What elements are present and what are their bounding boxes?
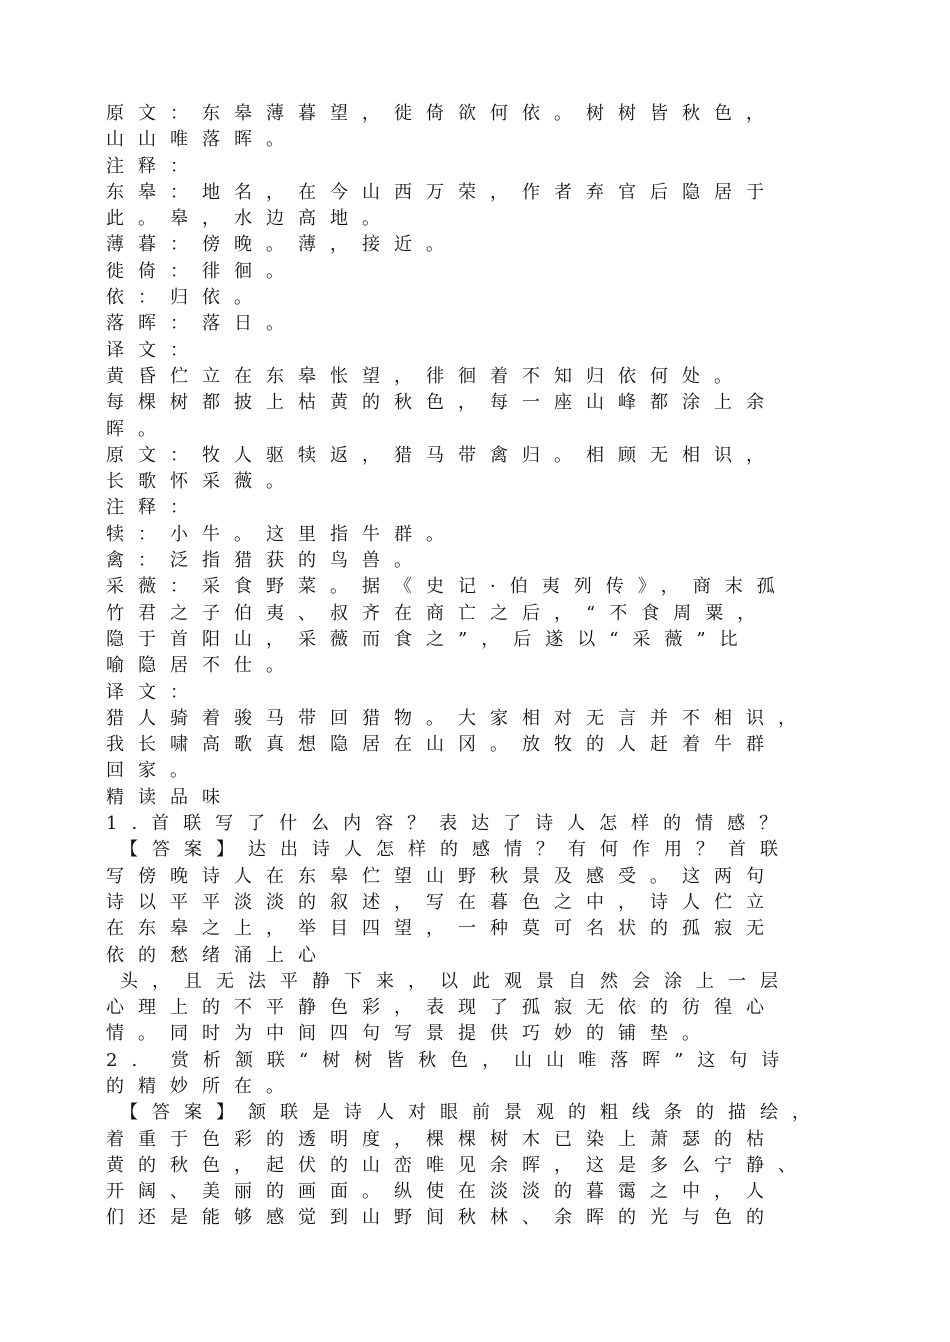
- text-line: 东皋：地名，在今山西万荣，作者弃官后隐居于: [106, 181, 778, 203]
- text-line: 头，且无法平静下来，以此观景自然会涂上一层: [120, 970, 792, 992]
- text-line: 犊：小牛。这里指牛群。: [106, 523, 458, 545]
- text-line: 此。皋，水边高地。: [106, 208, 394, 230]
- text-line: 回家。: [106, 760, 202, 782]
- text-line: 竹君之子伯夷、叔齐在商亡之后，“不食周粟，: [106, 602, 770, 624]
- text-line: 注释：: [106, 155, 202, 177]
- text-line: 的精妙所在。: [106, 1075, 298, 1097]
- text-line: 黄昏伫立在东皋怅望，徘徊着不知归依何处。: [106, 365, 746, 387]
- text-line: 喻隐居不仕。: [106, 655, 298, 677]
- text-line: 徙倚：徘徊。: [106, 260, 298, 282]
- text-line: 译文：: [106, 681, 202, 703]
- text-line: 在东皋之上，举目四望，一种莫可名状的孤寂无: [106, 918, 778, 940]
- text-line: 注释：: [106, 497, 202, 519]
- text-line: 依：归依。: [106, 287, 266, 309]
- text-line: 原文：牧人驱犊返，猎马带禽归。相顾无相识，: [106, 444, 778, 466]
- text-line: 开阔、美丽的画面。纵使在淡淡的暮霭之中，人: [106, 1181, 778, 1203]
- text-line: 我长啸高歌真想隐居在山冈。放牧的人赶着牛群: [106, 734, 778, 756]
- text-line: 猎人骑着骏马带回猎物。大家相对无言并不相识，: [106, 707, 810, 729]
- text-line: 依的愁绪涌上心: [106, 944, 330, 966]
- text-line: 晖。: [106, 418, 170, 440]
- text-line: 原文：东皋薄暮望，徙倚欲何依。树树皆秋色，: [106, 103, 778, 124]
- text-line: 情。同时为中间四句写景提供巧妙的铺垫。: [106, 1023, 714, 1045]
- question-1: 1.首联写了什么内容？表达了诗人怎样的情感？: [106, 813, 792, 835]
- answer-2: 【答案】颔联是诗人对眼前景观的粗线条的描绘，: [120, 1102, 824, 1124]
- text-line: 黄的秋色，起伏的山峦唯见余晖，这是多么宁静、: [106, 1154, 810, 1176]
- text-line: 诗以平平淡淡的叙述，写在暮色之中，诗人伫立: [106, 891, 778, 913]
- text-line: 采薇：采食野菜。据《史记·伯夷列传》，商末孤: [106, 576, 789, 598]
- text-line: 隐于首阳山，采薇而食之”，后遂以“采薇”比: [106, 628, 752, 650]
- text-line: 长歌怀采薇。: [106, 471, 298, 493]
- text-line: 禽：泛指猎获的鸟兽。: [106, 550, 426, 572]
- text-line: 们还是能够感觉到山野间秋林、余晖的光与色的: [106, 1207, 778, 1229]
- text-line: 每棵树都披上枯黄的秋色，每一座山峰都涂上余: [106, 392, 778, 414]
- section-heading: 精读品味: [106, 786, 234, 808]
- text-line: 落晖：落日。: [106, 313, 298, 335]
- text-line: 心理上的不平静色彩，表现了孤寂无依的彷徨心: [106, 997, 778, 1019]
- text-line: 译文：: [106, 339, 202, 361]
- answer-1: 【答案】达出诗人怎样的感情？有何作用？首联: [120, 839, 792, 861]
- text-line: 着重于色彩的透明度，棵棵树木已染上萧瑟的枯: [106, 1128, 778, 1150]
- text-line: 山山唯落晖。: [106, 129, 298, 151]
- question-2: 2. 赏析颔联“树树皆秋色，山山唯落晖”这句诗: [106, 1049, 794, 1071]
- text-line: 写傍晚诗人在东皋伫望山野秋景及感受。这两句: [106, 865, 778, 887]
- document-body: [106, 101, 866, 1232]
- text-line: 薄暮：傍晚。薄，接近。: [106, 234, 458, 256]
